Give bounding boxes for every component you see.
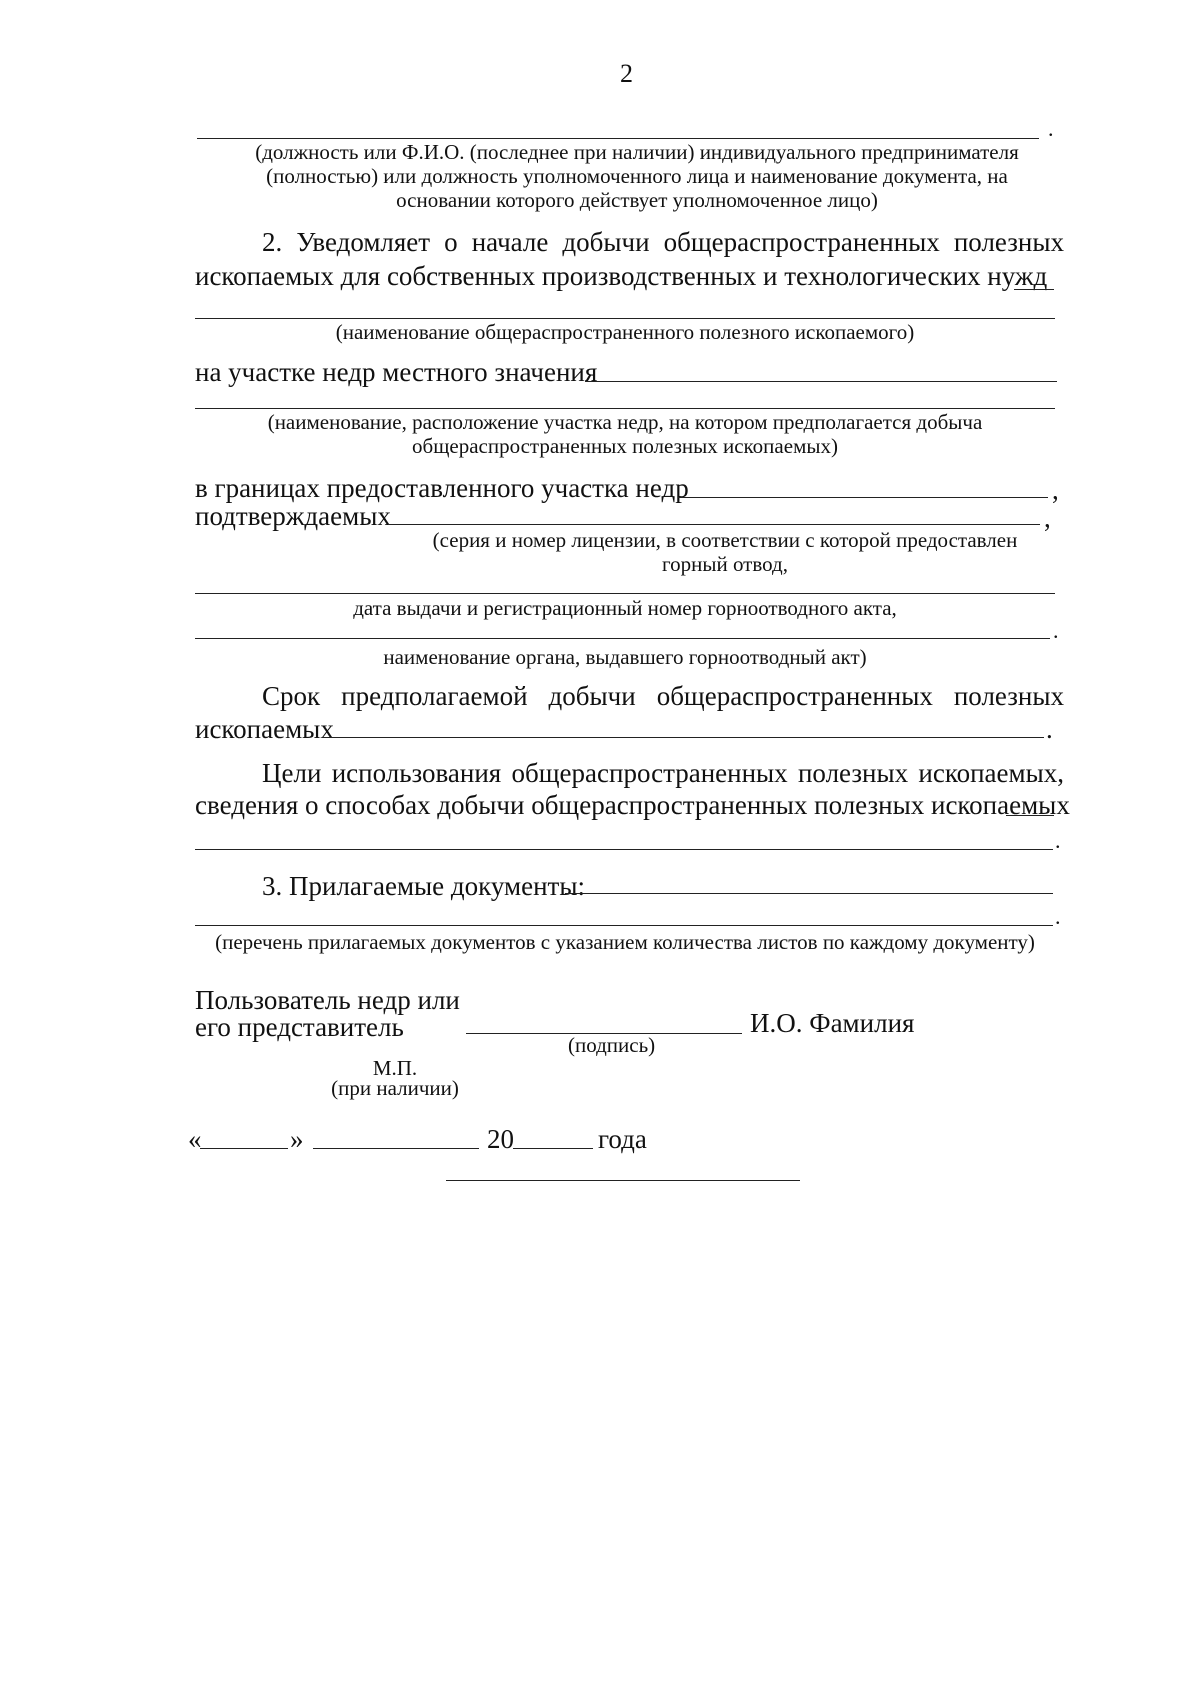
license-caption (405, 528, 1045, 576)
documents-field[interactable] (565, 893, 1053, 894)
site-field[interactable] (585, 381, 1057, 382)
trailing-dot: . (1053, 618, 1059, 643)
trailing-dot: . (1048, 116, 1054, 141)
comma: , (1052, 475, 1059, 505)
signature-caption: (подпись) (568, 1033, 656, 1057)
documents-field-continued[interactable] (195, 925, 1053, 926)
act-field[interactable] (195, 593, 1055, 594)
confirmed-label: подтверждаемых (195, 501, 391, 531)
authority-caption: наименование органа, выдавшего горноотводный акт) (383, 645, 867, 669)
authority-field[interactable] (195, 638, 1050, 639)
site-caption-line: общераспространенных полезных ископаемых) (412, 434, 838, 458)
year-prefix: 20 (487, 1124, 514, 1154)
site-caption (195, 410, 1055, 458)
signer-name: И.О. Фамилия (750, 1008, 915, 1038)
site-label: на участке недр местного значения (195, 357, 598, 387)
comma: , (1044, 503, 1051, 533)
site-caption-line: (наименование, расположение участка недр, на котором предполагается добыча (267, 410, 983, 434)
position-name-field[interactable] (197, 138, 1039, 139)
year-field[interactable] (513, 1148, 593, 1149)
position-caption-line: (должность или Ф.И.О. (последнее при наличии) индивидуального предпринимателя (255, 140, 1019, 164)
page-number: 2 (620, 59, 633, 88)
bounds-label: в границах предоставленного участка недр (195, 473, 689, 503)
term-field[interactable] (322, 737, 1044, 738)
section3-label: 3. Прилагаемые документы: (262, 871, 585, 901)
documents-caption: (перечень прилагаемых документов с указанием количества листов по каждому документу) (215, 930, 1035, 954)
goals-line1: Цели использования общераспространенных полезных ископаемых, (262, 758, 1064, 788)
position-caption-line: (полностью) или должность уполномоченного лица и наименование документа, на (266, 164, 1008, 188)
year-word: года (598, 1124, 647, 1154)
stamp-note: (при наличии) (331, 1076, 459, 1100)
day-field[interactable] (200, 1148, 288, 1149)
term-line1: Срок предполагаемой добычи общераспространенных полезных (262, 681, 1064, 711)
stamp-label: М.П. (372, 1056, 418, 1080)
bounds-field[interactable] (678, 497, 1048, 498)
date-close-quote: » (290, 1124, 304, 1154)
goals-field[interactable] (195, 849, 1053, 850)
position-caption (197, 140, 1077, 212)
user-label-line: его представитель (195, 1012, 404, 1042)
mineral-name-field[interactable] (195, 318, 1055, 319)
period: . (1046, 714, 1053, 744)
section2-line2: ископаемых для собственных производственных и технологических нужд (195, 261, 1048, 291)
goals-line2: сведения о способах добычи общераспространенных полезных ископаемых (195, 790, 1070, 820)
license-field[interactable] (388, 524, 1040, 525)
site-field-continued[interactable] (195, 408, 1055, 409)
needs-field-short[interactable] (1014, 289, 1054, 290)
act-caption: дата выдачи и регистрационный номер горноотводного акта, (353, 596, 897, 620)
trailing-dot: . (1055, 828, 1061, 853)
closing-rule (446, 1180, 800, 1181)
section2-line1: 2. Уведомляет о начале добычи общераспространенных полезных (262, 227, 1064, 257)
user-label-line: Пользователь недр или (195, 985, 460, 1015)
mineral-caption: (наименование общераспространенного полезного ископаемого) (335, 320, 915, 344)
goals-field-short[interactable] (1006, 815, 1054, 816)
position-caption-line: основании которого действует уполномоченное лицо) (396, 188, 878, 212)
term-line2: ископаемых (195, 714, 334, 744)
month-field[interactable] (313, 1148, 479, 1149)
license-caption-line: (серия и номер лицензии, в соответствии с которой предоставлен (432, 528, 1018, 552)
user-label (195, 987, 460, 1041)
trailing-dot: . (1055, 904, 1061, 929)
license-caption-line: горный отвод, (662, 552, 788, 576)
date-open-quote: « (188, 1124, 202, 1154)
